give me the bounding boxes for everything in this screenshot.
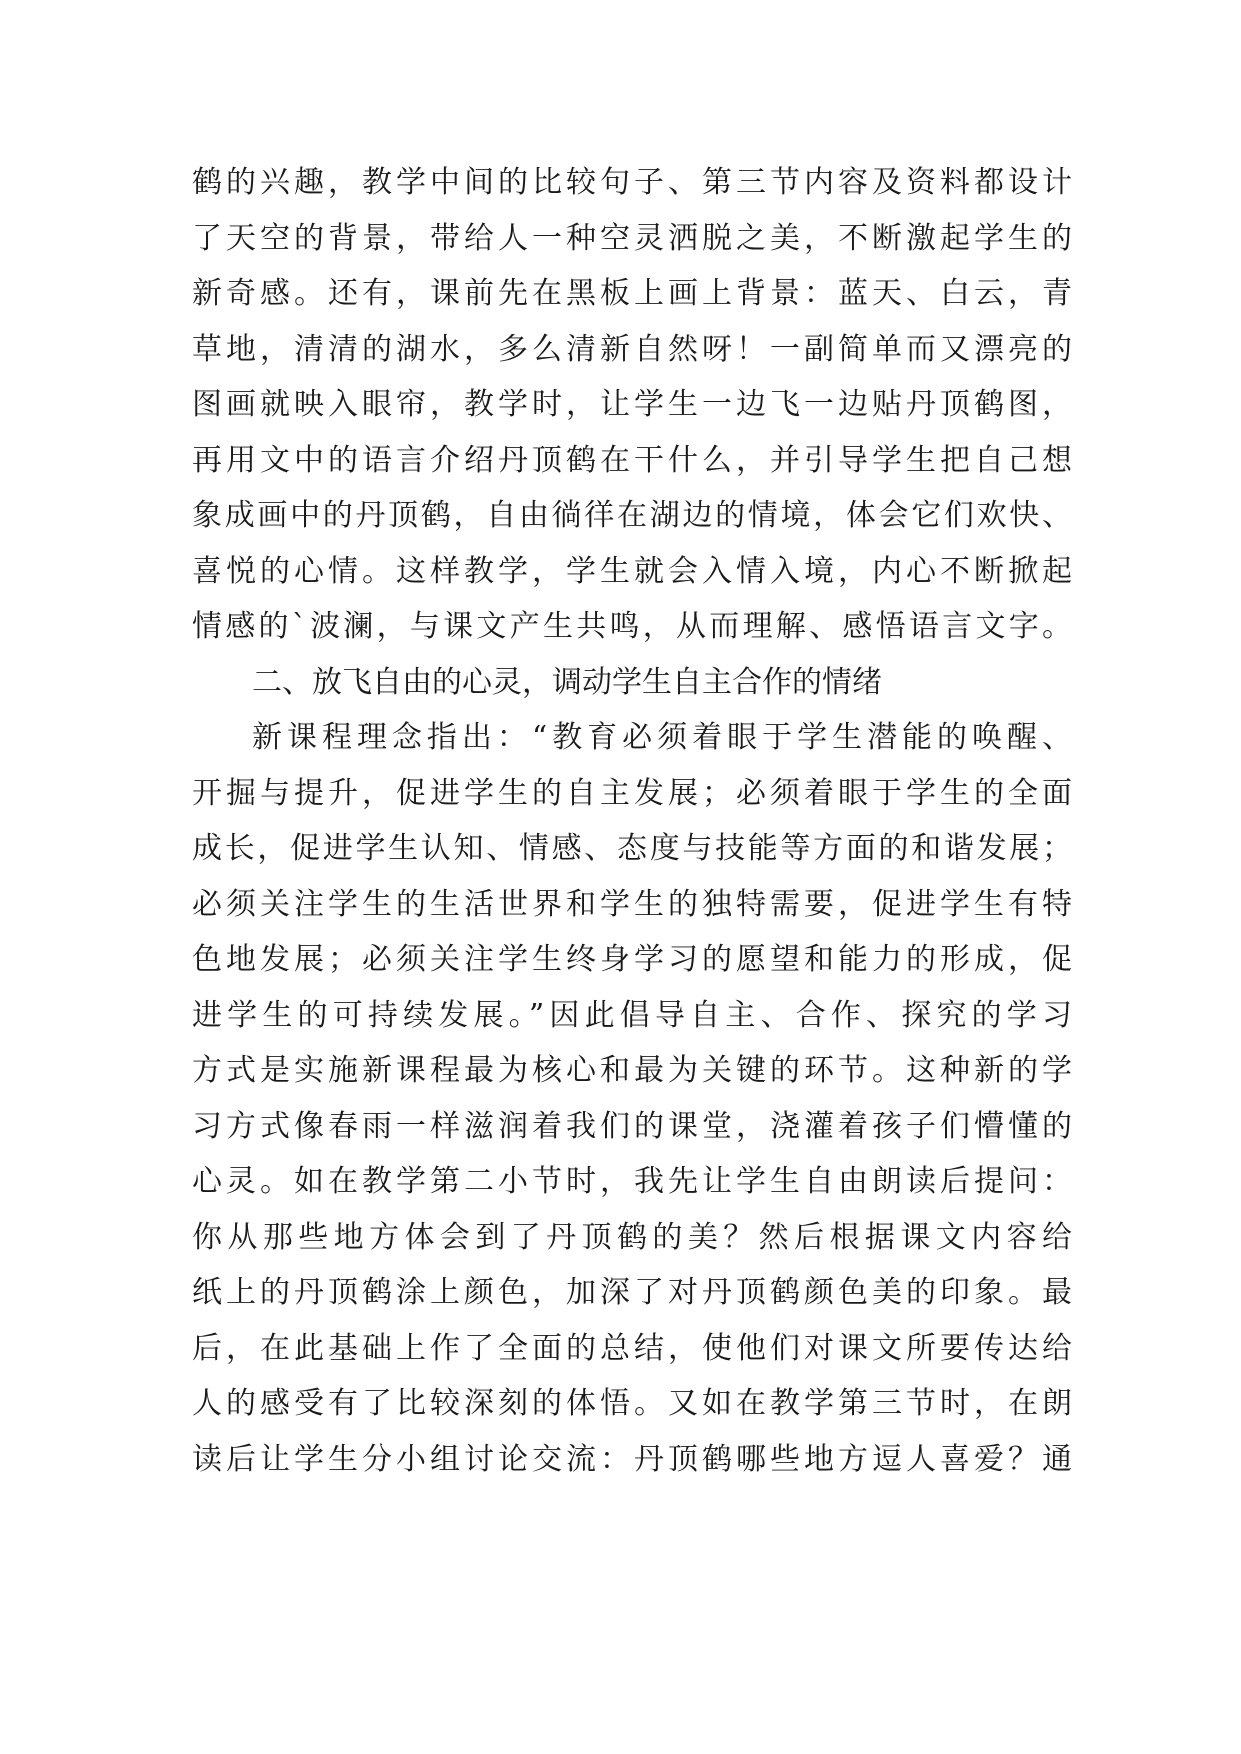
text-line: 开掘与提升，促进学生的自主发展；必须着眼于学生的全面 [192, 775, 1072, 811]
text-line: 鹤的兴趣，教学中间的比较句子、第三节内容及资料都设计 [192, 165, 1072, 200]
text-line: 了天空的背景，带给人一种空灵洒脱之美，不断激起学生的 [192, 220, 1072, 256]
body-text [192, 155, 1072, 1487]
text-line: 情感的`波澜，与课文产生共鸣，从而理解、感悟语言文字。 [192, 609, 1072, 644]
text-line: 你从那些地方体会到了丹顶鹤的美？然后根据课文内容给 [192, 1219, 1072, 1255]
text-line: 图画就映入眼帘，教学时，让学生一边飞一边贴丹顶鹤图， [192, 387, 1072, 422]
section-heading: 二、放飞自由的心灵，调动学生自主合作的情绪 [252, 664, 882, 700]
paragraph-first-line: 新课程理念指出：“教育必须着眼于学生潜能的唤醒、 [252, 720, 1072, 755]
text-line: 象成画中的丹顶鹤，自由徜徉在湖边的情境，体会它们欢快、 [192, 498, 1072, 533]
text-line: 新奇感。还有，课前先在黑板上画上背景：蓝天、白云，青 [192, 276, 1072, 311]
text-line: 喜悦的心情。这样教学，学生就会入情入境，内心不断掀起 [192, 553, 1072, 589]
text-line: 成长，促进学生认知、情感、态度与技能等方面的和谐发展； [192, 831, 1072, 866]
text-line: 人的感受有了比较深刻的体悟。又如在教学第三节时，在朗 [192, 1386, 1072, 1421]
text-line: 习方式像春雨一样滋润着我们的课堂，浇灌着孩子们懵懂的 [192, 1108, 1072, 1144]
text-line: 后，在此基础上作了全面的总结，使他们对课文所要传达给 [192, 1330, 1072, 1366]
text-line: 纸上的丹顶鹤涂上颜色，加深了对丹顶鹤颜色美的印象。最 [192, 1275, 1072, 1310]
text-line: 再用文中的语言介绍丹顶鹤在干什么，并引导学生把自己想 [192, 442, 1072, 478]
text-line: 方式是实施新课程最为核心和最为关键的环节。这种新的学 [192, 1053, 1072, 1088]
text-line: 色地发展；必须关注学生终身学习的愿望和能力的形成，促 [192, 942, 1072, 977]
text-line: 必须关注学生的生活世界和学生的独特需要，促进学生有特 [192, 886, 1072, 922]
text-line: 进学生的可持续发展。”因此倡导自主、合作、探究的学习 [192, 997, 1072, 1033]
text-line: 读后让学生分小组讨论交流：丹顶鹤哪些地方逗人喜爱？通 [192, 1441, 1072, 1477]
text-line: 草地，清清的湖水，多么清新自然呀！一副简单而又漂亮的 [192, 331, 1072, 367]
text-line: 心灵。如在教学第二小节时，我先让学生自由朗读后提问： [192, 1164, 1072, 1199]
